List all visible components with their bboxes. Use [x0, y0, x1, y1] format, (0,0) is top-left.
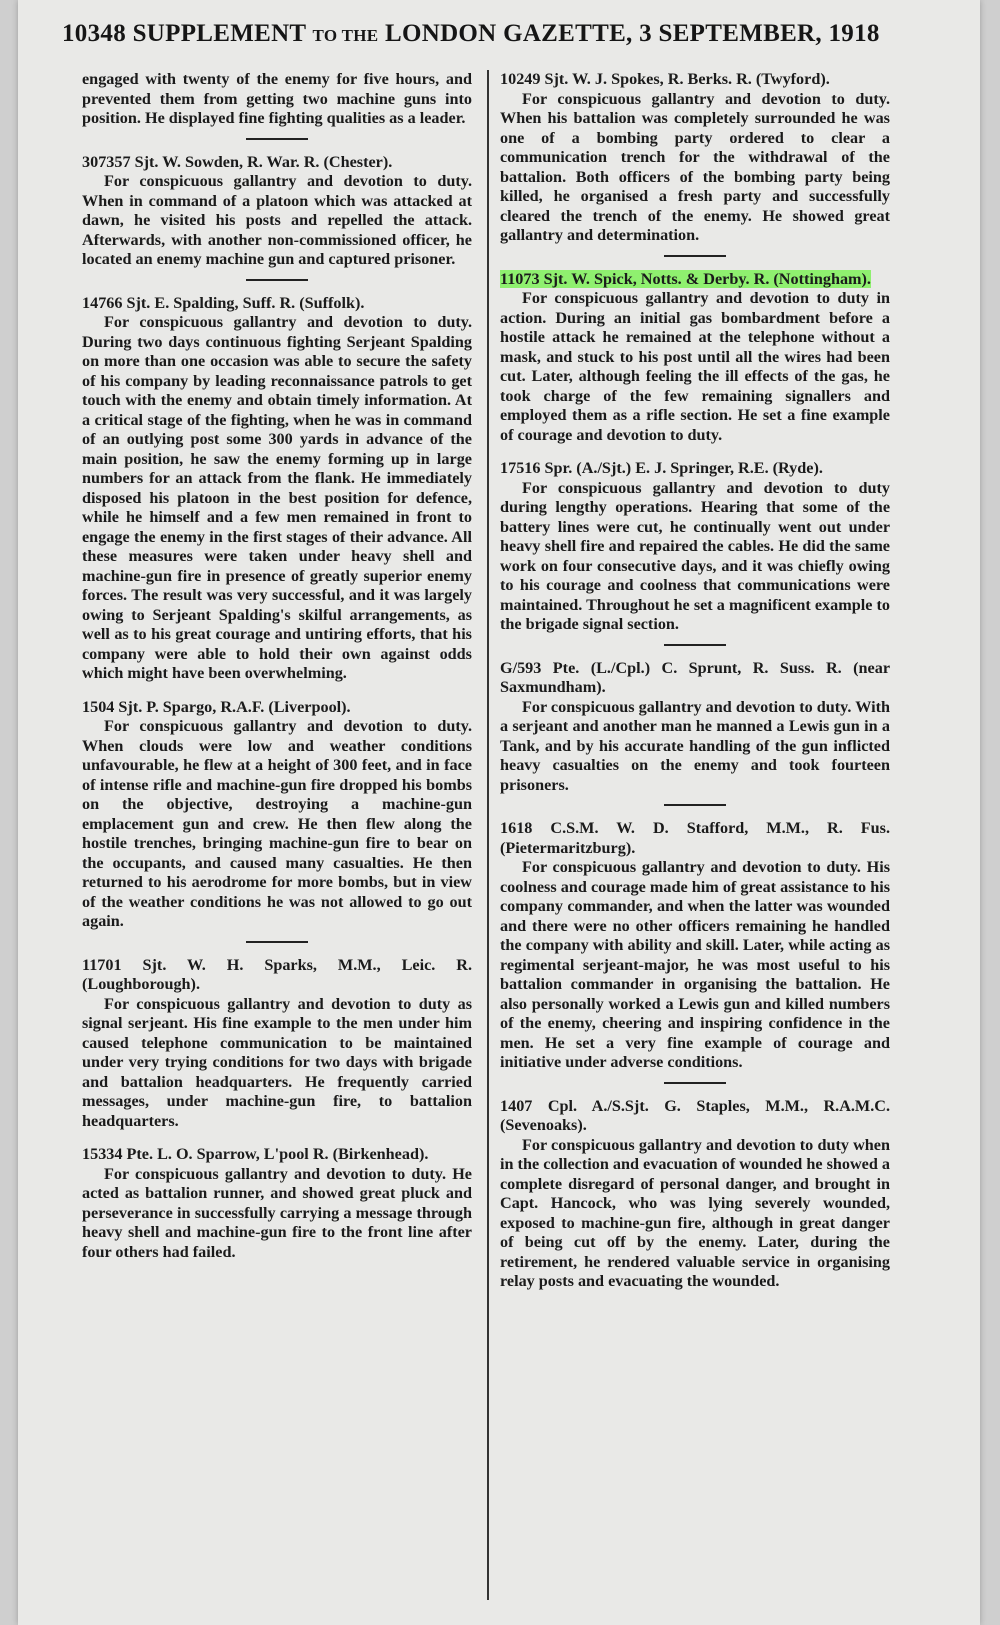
entry-heading: 14766 Sjt. E. Spalding, Suff. R. (Suffolk). [82, 293, 365, 312]
entry-body: For conspicuous gallantry and devotion to duty as signal serjeant. His fine example to the men under him caused telephone communication to be maintained under very trying conditions for two days with brigade and battalion headquarters. He frequently carried messages, under machine-gun fire, to battalion headquarters. [82, 994, 472, 1130]
entry-body: For conspicuous gallantry and devotion to duty. When clouds were low and weather conditions unfavourable, he flew at a height of 300 feet, and in face of intense rifle and machine-gun fire dropped his bombs on the objective, destroying a machine-gun emplacement gun and crew. He then flew along the hostile trenches, bringing machine-gun fire to bear on the occupants, and caused many casualties. He then returned to his aerodrome for more bombs, but in view of the weather conditions he was not allowed to go out again. [82, 717, 472, 930]
entry-body: For conspicuous gallantry and devotion to duty. His coolness and courage made him of great assistance to his company commander, and when the latter was wounded and there were no other officers remaining he handled the company with ability and skill. Later, while acting as regimental serjeant-major, he was most useful to his battalion commander in organising the battalion. He also personally worked a Lewis gun and killed numbers of the enemy, cheering and inspiring confidence in the men. He set a very fine example of courage and initiative under adverse conditions. [500, 858, 890, 1071]
citation-entry [500, 659, 890, 796]
entry-gap [500, 445, 890, 459]
citation-entry-highlighted [500, 270, 890, 446]
entry-body: For conspicuous gallantry and devotion to duty when in the collection and evacuation of wounded he showed a complete disregard of personal danger, and brought in Capt. Hancock, who was lying severely wounded, exposed to machine-gun fire, although in great danger of being cut off by the enemy. Later, during the retirement, he rendered valuable service in organising relay posts and evacuating the wounded. [500, 1135, 890, 1290]
citation-entry [82, 698, 472, 932]
citation-entry [82, 956, 472, 1132]
page-header [62, 20, 942, 60]
entry-heading: 307357 Sjt. W. Sowden, R. War. R. (Chester). [82, 152, 393, 171]
citation-entry [500, 819, 890, 1073]
entry-heading: 17516 Spr. (A./Sjt.) E. J. Springer, R.E. (Ryde). [500, 459, 823, 477]
citation-entry [500, 459, 890, 635]
entry-body: For conspicuous gallantry and devotion to duty. When his battalion was completely surrounded he was one of a bombing party ordered to clear a communication trench for the withdrawal of the battalion. Both officers of the bombing party being killed, he organised a fresh party and successfully cleared the trench of the enemy. He showed great gallantry and determination. [500, 89, 890, 244]
citation-entry [82, 294, 472, 684]
entry-separator [246, 138, 308, 140]
citation-entry [82, 153, 472, 270]
entry-heading: 1618 C.S.M. W. D. Stafford, M.M., R. Fus. (Pietermaritzburg). [500, 819, 890, 857]
continuation-entry [82, 70, 472, 129]
entry-gap [82, 684, 472, 698]
entry-separator [246, 279, 308, 281]
citation-entry [82, 1145, 472, 1262]
right-column [500, 70, 890, 1292]
header-title-part2: LONDON GAZETTE, 3 SEPTEMBER, 1918 [385, 20, 880, 47]
entry-body: engaged with twenty of the enemy for five hours, and prevented them from getting two machine guns into position. He displayed fine fighting qualities as a leader. [82, 70, 472, 127]
entry-heading: 1504 Sjt. P. Spargo, R.A.F. (Liverpool). [82, 697, 351, 716]
entry-separator [664, 255, 726, 257]
header-title-to: TO THE [312, 26, 379, 45]
entry-body: For conspicuous gallantry and devotion to duty. He acted as battalion runner, and showed great pluck and perseverance in successfully carrying a message through heavy shell and machine-gun fire to the front line after four others had failed. [82, 1164, 472, 1261]
entry-body: For conspicuous gallantry and devotion to duty. During two days continuous fighting Serjeant Spalding on more than one occasion was able to secure the safety of his company by leading reconnaissance patrols to get touch with the enemy and obtain timely information. At a critical stage of the fighting, when he was in command of an outlying post some 300 yards in advance of the main position, he saw the enemy forming up in large numbers for an attack from the flank. He immediately disposed his platoon in the best position for defence, while he himself and a few men remained in front to engage the enemy in the first stages of their advance. All these measures were taken under heavy shell and machine-gun fire in presence of greatly superior enemy forces. The result was very successful, and it was largely owing to Serjeant Spalding's skilful arrangements, as well as to his great courage and untiring efforts, that his company were able to hold their own against odds which might have been overwhelming. [82, 313, 472, 682]
entry-separator [664, 1082, 726, 1084]
entry-heading: 15334 Pte. L. O. Sparrow, L'pool R. (Birkenhead). [82, 1145, 429, 1163]
entry-body: For conspicuous gallantry and devotion to duty in action. During an initial gas bombardment before a hostile attack he remained at the telephone without a mask, and stuck to his post until all the wires had been cut. Later, although feeling the ill effects of the gas, he took charge of the few remaining signallers and employed them as a rifle section. He set a fine example of courage and devotion to duty. [500, 289, 890, 444]
highlighted-heading: 11073 Sjt. W. Spick, Notts. & Derby. R. (Nottingham). [500, 269, 871, 288]
gazette-page [18, 0, 980, 1625]
left-column [82, 70, 472, 1262]
entry-separator [664, 804, 726, 806]
entry-heading: 11701 Sjt. W. H. Sparks, M.M., Leic. R. (Loughborough). [82, 955, 472, 993]
entry-heading: 1407 Cpl. A./S.Sjt. G. Staples, M.M., R.A.M.C. (Sevenoaks). [500, 1096, 890, 1134]
entry-heading: G/593 Pte. (L./Cpl.) C. Sprunt, R. Suss. R. (near Saxmundham). [500, 658, 890, 696]
entry-separator [664, 644, 726, 646]
entry-body: For conspicuous gallantry and devotion to duty. When in command of a platoon which was attacked at dawn, he visited his posts and repelled the attack. Afterwards, with another non-commissioned officer, he located an enemy machine gun and captured prisoner. [82, 172, 472, 268]
page-number: 10348 [62, 20, 126, 47]
entry-body: For conspicuous gallantry and devotion to duty during lengthy operations. Hearing that some of the battery lines were cut, he continually went out under heavy shell fire and repaired the cables. He did the same work on four consecutive days, and it was chiefly owing to his courage and coolness that communications were maintained. Throughout he set a magnificent example to the brigade signal section. [500, 478, 890, 633]
citation-entry [500, 1097, 890, 1292]
header-title-part1: SUPPLEMENT [132, 20, 306, 47]
column-divider [487, 70, 489, 1600]
citation-entry [500, 70, 890, 246]
entry-body: For conspicuous gallantry and devotion to duty. With a serjeant and another man he manned a Lewis gun in a Tank, and by his accurate handling of the gun inflicted heavy casualties on the enemy and took fourteen prisoners. [500, 697, 890, 794]
entry-separator [246, 941, 308, 943]
entry-heading: 10249 Sjt. W. J. Spokes, R. Berks. R. (Twyford). [500, 70, 830, 88]
entry-gap [82, 1131, 472, 1145]
